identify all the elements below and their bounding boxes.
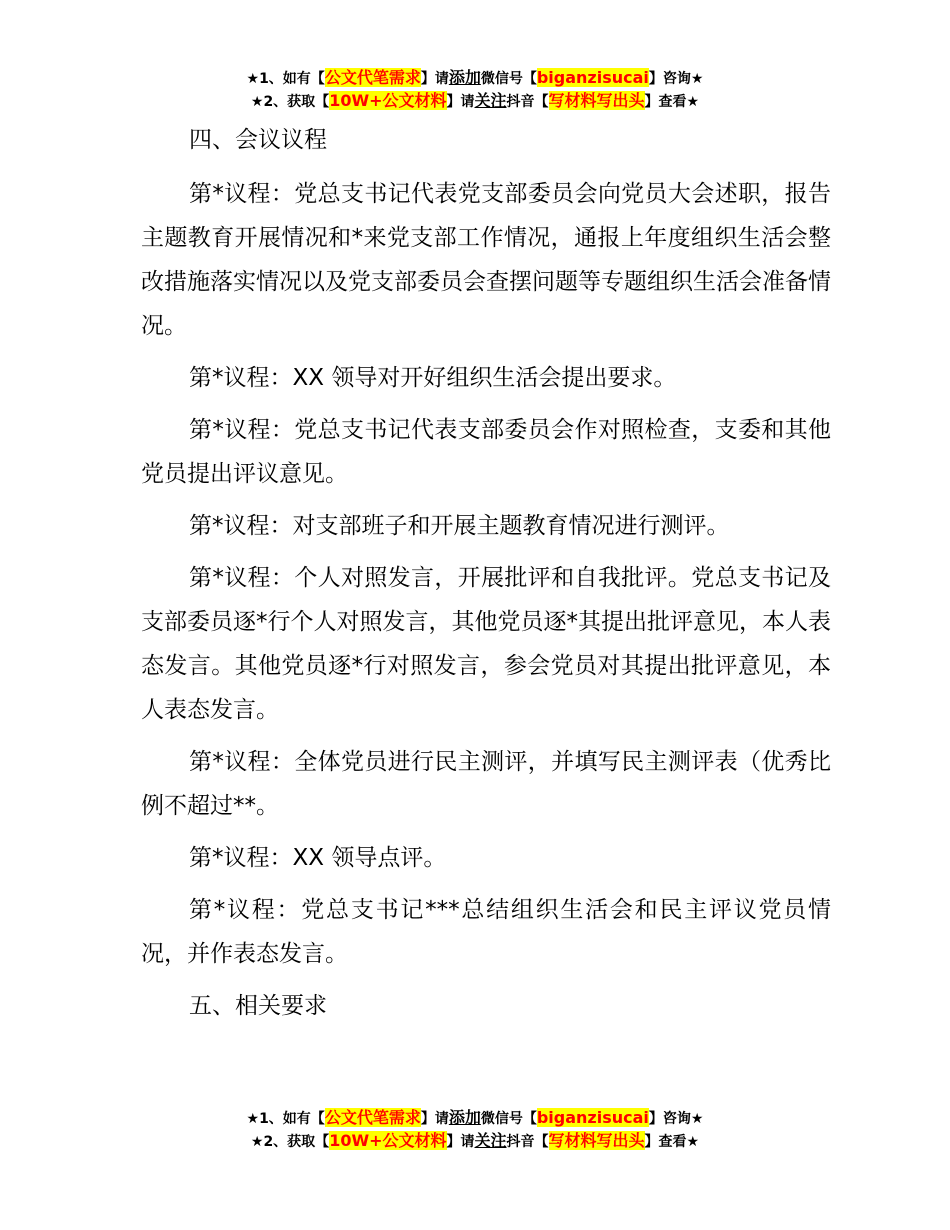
banner-highlight: 10W+公文材料 — [329, 1131, 447, 1150]
agenda-paragraph: 第*议程：XX 领导对开好组织生活会提出要求。 — [189, 365, 677, 391]
banner-text: 微信号【 — [480, 71, 537, 87]
banner-highlight: 写材料写出头 — [548, 1131, 645, 1150]
header-banner — [0, 67, 950, 113]
agenda-paragraph: 第*议程：党总支书记代表党支部委员会向党员大会述职，报告主题教育开展情况和*来党支部工作情况，通报上年度组织生活会整改措施落实情况以及党支部委员会查摆问题等专题组织生活会准备情况。 — [141, 181, 831, 339]
banner-text: 】查看★ — [644, 1134, 700, 1150]
banner-text: ★2、获取【 — [250, 94, 330, 110]
banner-text: ★1、如有【 — [246, 1111, 325, 1127]
footer-banner — [0, 1107, 950, 1153]
section-heading: 四、会议议程 — [189, 127, 327, 153]
banner-highlight: 公文代笔需求 — [324, 68, 421, 87]
banner-text: ★1、如有【 — [246, 71, 325, 87]
banner-highlight: 写材料写出头 — [548, 91, 645, 110]
banner-highlight: 公文代笔需求 — [324, 1108, 421, 1127]
banner-line-2 — [0, 90, 950, 113]
banner-text: ★2、获取【 — [250, 1134, 330, 1150]
banner-line-2 — [0, 1130, 950, 1153]
banner-highlight: biganzisucai — [536, 68, 649, 87]
document-body — [141, 118, 831, 1038]
banner-underlined-text: 关注 — [474, 91, 507, 110]
banner-text: 】咨询★ — [648, 1111, 704, 1127]
banner-line-1 — [0, 1107, 950, 1130]
banner-highlight: 10W+公文材料 — [329, 91, 447, 110]
banner-underlined-text: 添加 — [448, 1108, 481, 1127]
banner-text: 微信号【 — [480, 1111, 537, 1127]
banner-text: 】查看★ — [644, 94, 700, 110]
banner-text: 抖音【 — [506, 1134, 549, 1150]
banner-text: 】请 — [420, 71, 449, 87]
banner-text: 】请 — [446, 94, 475, 110]
banner-line-1 — [0, 67, 950, 90]
agenda-paragraph: 第*议程：对支部班子和开展主题教育情况进行测评。 — [189, 513, 730, 539]
agenda-paragraph: 第*议程：党总支书记代表支部委员会作对照检查，支委和其他党员提出评议意见。 — [141, 417, 831, 487]
agenda-paragraph: 第*议程：全体党员进行民主测评，并填写民主测评表（优秀比例不超过**。 — [141, 749, 831, 819]
banner-text: 】请 — [420, 1111, 449, 1127]
banner-text: 】咨询★ — [648, 71, 704, 87]
section-heading: 五、相关要求 — [189, 993, 327, 1019]
banner-text: 】请 — [446, 1134, 475, 1150]
agenda-paragraph: 第*议程：个人对照发言，开展批评和自我批评。党总支书记及支部委员逐*行个人对照发言，其他党员逐*其提出批评意见，本人表态发言。其他党员逐*行对照发言，参会党员对其提出批评意见，本人表态发言。 — [141, 565, 831, 723]
agenda-paragraph: 第*议程：XX 领导点评。 — [189, 845, 447, 871]
agenda-paragraph: 第*议程：党总支书记***总结组织生活会和民主评议党员情况，并作表态发言。 — [141, 897, 831, 967]
banner-text: 抖音【 — [506, 94, 549, 110]
banner-underlined-text: 添加 — [448, 68, 481, 87]
banner-underlined-text: 关注 — [474, 1131, 507, 1150]
banner-highlight: biganzisucai — [536, 1108, 649, 1127]
